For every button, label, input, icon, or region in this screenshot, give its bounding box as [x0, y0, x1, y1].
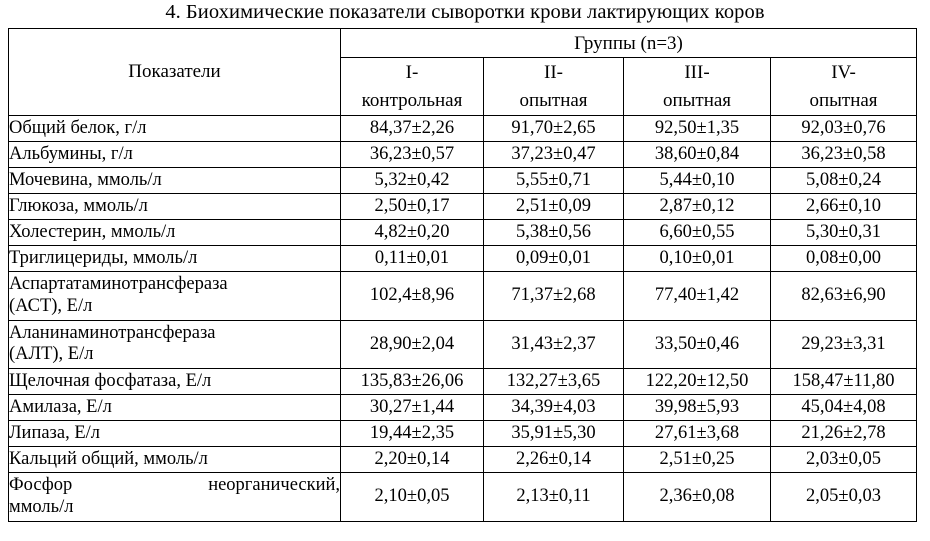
cell-value: 19,44±2,35 — [341, 421, 484, 447]
cell-value: 158,47±11,80 — [771, 369, 917, 395]
cell-value: 37,23±0,47 — [484, 142, 624, 168]
column-header-groups: Группы (n=3) — [341, 29, 917, 58]
cell-value: 135,83±26,06 — [341, 369, 484, 395]
table-row — [9, 447, 917, 473]
cell-value: 21,26±2,78 — [771, 421, 917, 447]
cell-value: 36,23±0,58 — [771, 142, 917, 168]
row-label — [9, 272, 341, 321]
cell-value: 2,05±0,03 — [771, 473, 917, 522]
row-label: Мочевина, ммоль/л — [9, 168, 341, 194]
row-label-line-2: (АСТ), Е/л — [9, 295, 93, 316]
cell-value: 5,30±0,31 — [771, 220, 917, 246]
cell-value: 2,51±0,09 — [484, 194, 624, 220]
cell-value: 92,03±0,76 — [771, 116, 917, 142]
table-row — [9, 395, 917, 421]
cell-value: 5,08±0,24 — [771, 168, 917, 194]
table-title-text: Биохимические показатели сыворотки крови лактирующих коров — [185, 1, 765, 23]
cell-value: 39,98±5,93 — [624, 395, 771, 421]
table-header — [9, 29, 917, 116]
cell-value: 2,50±0,17 — [341, 194, 484, 220]
table-number: 4. — [165, 1, 181, 23]
row-label: Триглицериды, ммоль/л — [9, 246, 341, 272]
cell-value: 5,38±0,56 — [484, 220, 624, 246]
cell-value: 0,08±0,00 — [771, 246, 917, 272]
cell-value: 28,90±2,04 — [341, 320, 484, 369]
table-row — [9, 369, 917, 395]
row-label: Амилаза, Е/л — [9, 395, 341, 421]
cell-value: 5,55±0,71 — [484, 168, 624, 194]
group-1-roman: I- — [405, 61, 419, 83]
biochemical-indicators-table — [8, 28, 917, 522]
cell-value: 29,23±3,31 — [771, 320, 917, 369]
table-row — [9, 194, 917, 220]
table-container — [8, 28, 916, 522]
cell-value: 6,60±0,55 — [624, 220, 771, 246]
group-2-roman: II- — [544, 61, 563, 83]
cell-value: 2,13±0,11 — [484, 473, 624, 522]
cell-value: 0,10±0,01 — [624, 246, 771, 272]
row-label-line-1: Аспартатаминотрансфераза — [9, 274, 228, 294]
table-row — [9, 320, 917, 369]
column-header-group-4 — [771, 58, 917, 116]
cell-value: 77,40±1,42 — [624, 272, 771, 321]
cell-value: 45,04±4,08 — [771, 395, 917, 421]
cell-value: 2,87±0,12 — [624, 194, 771, 220]
cell-value: 5,44±0,10 — [624, 168, 771, 194]
row-label-line-1 — [9, 475, 340, 497]
group-2-kind: опытная — [519, 89, 588, 111]
row-label: Общий белок, г/л — [9, 116, 341, 142]
row-label: Липаза, Е/л — [9, 421, 341, 447]
cell-value: 33,50±0,46 — [624, 320, 771, 369]
row-label-word-2: неорганический, — [208, 475, 340, 496]
cell-value: 71,37±2,68 — [484, 272, 624, 321]
row-label-line-2: ммоль/л — [9, 497, 74, 518]
group-4-kind: опытная — [809, 89, 878, 111]
group-4-roman: IV- — [831, 61, 856, 83]
table-title — [0, 0, 930, 27]
cell-value: 38,60±0,84 — [624, 142, 771, 168]
column-header-group-2 — [484, 58, 624, 116]
row-label — [9, 320, 341, 369]
table-row — [9, 473, 917, 522]
cell-value: 132,27±3,65 — [484, 369, 624, 395]
column-header-group-3 — [624, 58, 771, 116]
group-1-kind: контрольная — [361, 89, 463, 111]
cell-value: 4,82±0,20 — [341, 220, 484, 246]
table-row — [9, 168, 917, 194]
table-row — [9, 142, 917, 168]
table-body — [9, 116, 917, 522]
column-header-group-1 — [341, 58, 484, 116]
cell-value: 34,39±4,03 — [484, 395, 624, 421]
row-label — [9, 473, 341, 522]
row-label: Щелочная фосфатаза, Е/л — [9, 369, 341, 395]
row-label: Глюкоза, ммоль/л — [9, 194, 341, 220]
group-3-roman: III- — [684, 61, 710, 83]
cell-value: 2,51±0,25 — [624, 447, 771, 473]
cell-value: 2,26±0,14 — [484, 447, 624, 473]
table-row — [9, 220, 917, 246]
header-row-groups — [9, 29, 917, 58]
row-label: Альбумины, г/л — [9, 142, 341, 168]
table-row — [9, 272, 917, 321]
cell-value: 35,91±5,30 — [484, 421, 624, 447]
cell-value: 91,70±2,65 — [484, 116, 624, 142]
row-label: Холестерин, ммоль/л — [9, 220, 341, 246]
table-row — [9, 421, 917, 447]
column-header-indicators: Показатели — [9, 29, 341, 116]
cell-value: 122,20±12,50 — [624, 369, 771, 395]
cell-value: 36,23±0,57 — [341, 142, 484, 168]
cell-value: 102,4±8,96 — [341, 272, 484, 321]
row-label: Кальций общий, ммоль/л — [9, 447, 341, 473]
cell-value: 2,36±0,08 — [624, 473, 771, 522]
cell-value: 0,09±0,01 — [484, 246, 624, 272]
cell-value: 27,61±3,68 — [624, 421, 771, 447]
cell-value: 5,32±0,42 — [341, 168, 484, 194]
cell-value: 82,63±6,90 — [771, 272, 917, 321]
cell-value: 2,20±0,14 — [341, 447, 484, 473]
group-3-kind: опытная — [662, 89, 732, 111]
cell-value: 2,03±0,05 — [771, 447, 917, 473]
cell-value: 30,27±1,44 — [341, 395, 484, 421]
cell-value: 31,43±2,37 — [484, 320, 624, 369]
cell-value: 0,11±0,01 — [341, 246, 484, 272]
cell-value: 92,50±1,35 — [624, 116, 771, 142]
row-label-word-1: Фосфор — [9, 475, 73, 496]
cell-value: 84,37±2,26 — [341, 116, 484, 142]
cell-value: 2,66±0,10 — [771, 194, 917, 220]
cell-value: 2,10±0,05 — [341, 473, 484, 522]
row-label-line-1: Аланинаминотрансфераза — [9, 322, 216, 343]
row-label-line-2: (АЛТ), Е/л — [9, 344, 94, 365]
table-row — [9, 246, 917, 272]
table-row — [9, 116, 917, 142]
